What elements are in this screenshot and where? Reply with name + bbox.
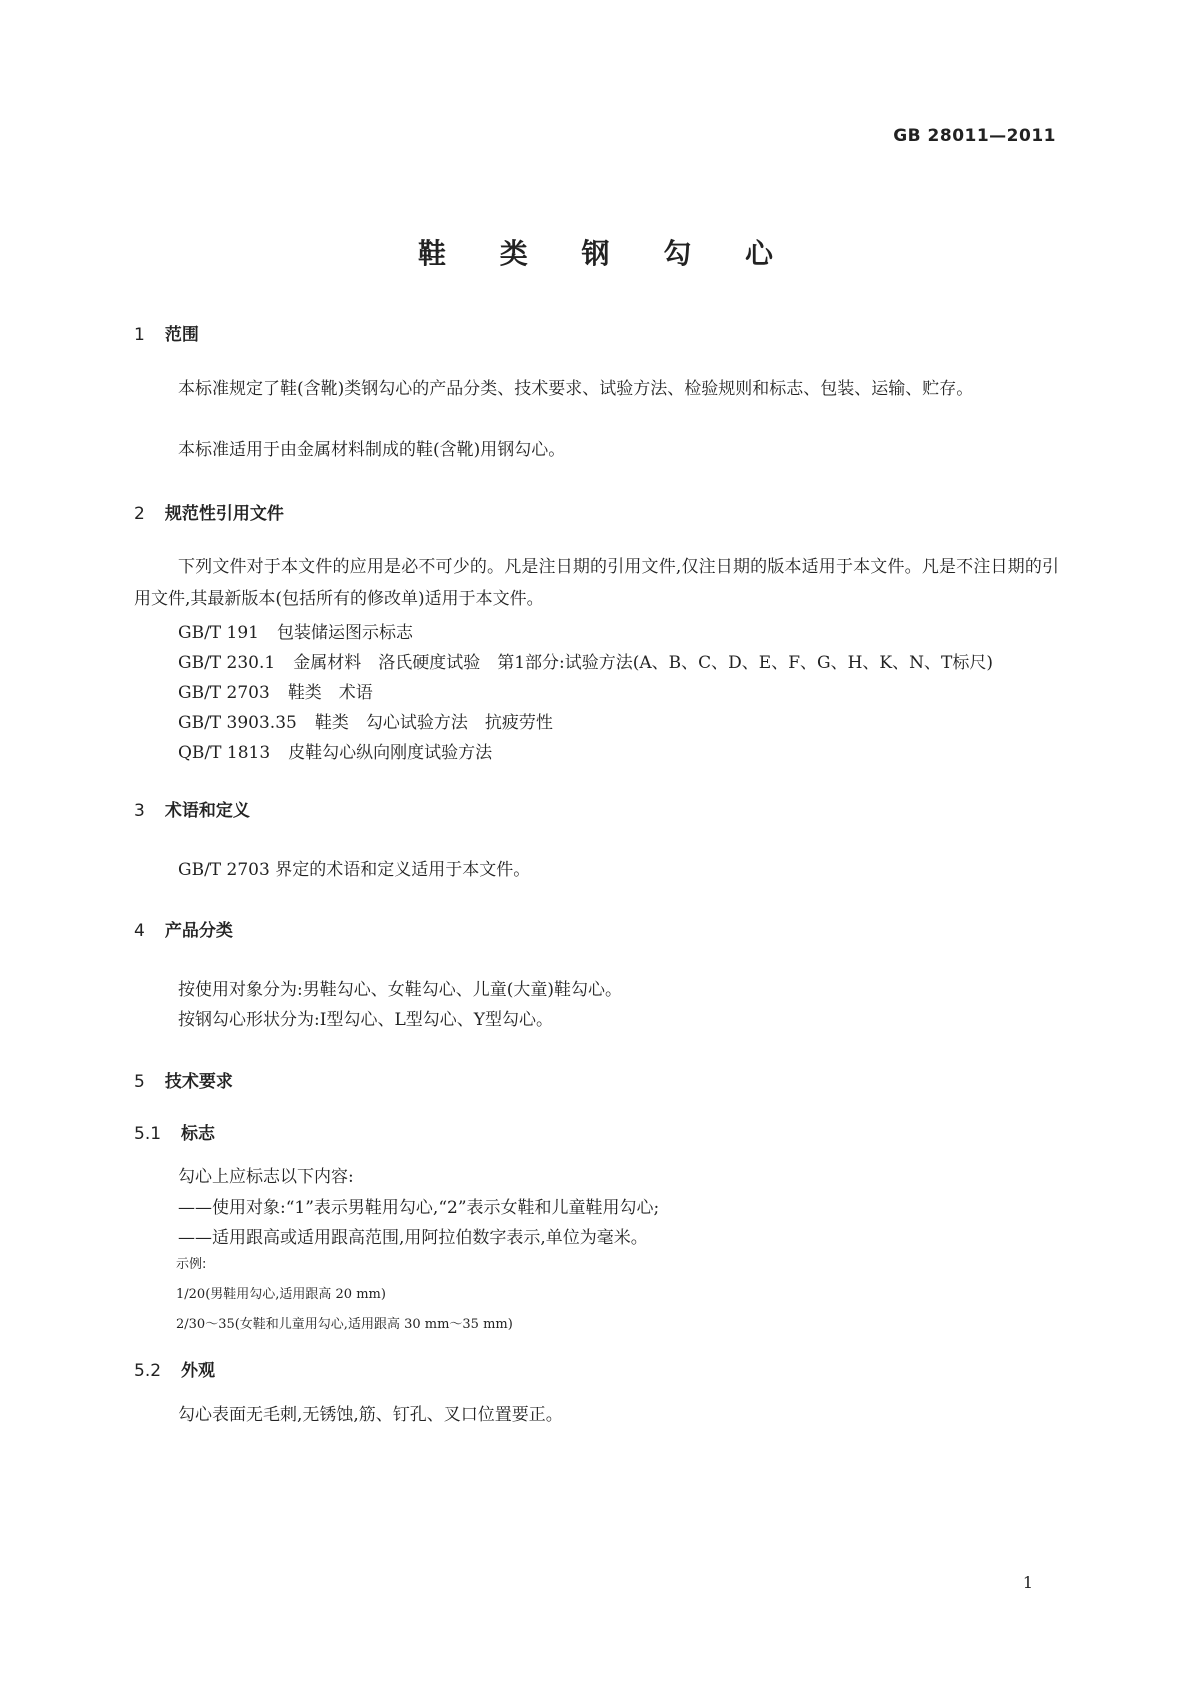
list-item: ——适用跟高或适用跟高范围,用阿拉伯数字表示,单位为毫米。	[178, 1228, 648, 1248]
section-number: 1	[134, 325, 145, 345]
section-2-heading	[134, 499, 284, 524]
reference-code: GB/T 2703	[178, 683, 270, 703]
section-1-heading	[134, 320, 199, 345]
reference-title: 包装储运图示标志	[277, 623, 413, 643]
section-number: 3	[134, 801, 145, 821]
section-4-heading	[134, 916, 233, 941]
section-1-paragraph-2: 本标准适用于由金属材料制成的鞋(含靴)用钢勾心。	[178, 440, 566, 460]
reference-code: QB/T 1813	[178, 743, 271, 763]
reference-item	[178, 708, 553, 733]
section-number: 4	[134, 921, 145, 941]
reference-item	[178, 738, 492, 763]
subsection-5-1-heading	[134, 1119, 215, 1144]
section-3-heading	[134, 796, 250, 821]
section-title: 规范性引用文件	[164, 504, 284, 524]
section-title: 标志	[181, 1124, 216, 1144]
reference-item	[178, 618, 413, 643]
document-title: 鞋 类 钢 勾 心	[418, 237, 795, 270]
section-title: 技术要求	[164, 1072, 233, 1092]
section-4-paragraph-2: 按钢勾心形状分为:Ⅰ型勾心、L型勾心、Y型勾心。	[178, 1010, 553, 1030]
subsection-5-2-paragraph-1: 勾心表面无毛刺,无锈蚀,筋、钉孔、叉口位置要正。	[178, 1405, 563, 1425]
section-title: 范围	[164, 325, 199, 345]
section-title: 术语和定义	[164, 801, 250, 821]
reference-title: 金属材料 洛氏硬度试验 第1部分:试验方法(A、B、C、D、E、F、G、H、K、N、T标尺)	[293, 653, 993, 673]
reference-code: GB/T 3903.35	[178, 713, 297, 733]
example-line: 2/30～35(女鞋和儿童用勾心,适用跟高 30 mm～35 mm)	[176, 1317, 513, 1332]
reference-title: 鞋类 术语	[287, 683, 373, 703]
section-number: 5.1	[134, 1124, 162, 1144]
section-2-paragraph-1: 下列文件对于本文件的应用是必不可少的。凡是注日期的引用文件,仅注日期的版本适用于本文件。凡是不注日期的引用文件,其最新版本(包括所有的修改单)适用于本文件。	[134, 557, 1059, 609]
reference-code: GB/T 191	[178, 623, 259, 643]
section-4-paragraph-1: 按使用对象分为:男鞋勾心、女鞋勾心、儿童(大童)鞋勾心。	[178, 980, 622, 1000]
section-number: 2	[134, 504, 145, 524]
reference-code: GB/T 230.1	[178, 653, 276, 673]
reference-item	[178, 648, 993, 673]
section-title: 外观	[181, 1361, 216, 1381]
section-number: 5	[134, 1072, 145, 1092]
section-number: 5.2	[134, 1361, 162, 1381]
example-label: 示例:	[176, 1257, 207, 1272]
example-line: 1/20(男鞋用勾心,适用跟高 20 mm)	[176, 1287, 386, 1302]
reference-item	[178, 678, 373, 703]
section-5-heading	[134, 1067, 233, 1092]
subsection-5-2-heading	[134, 1356, 215, 1381]
list-item: ——使用对象:“1”表示男鞋用勾心,“2”表示女鞋和儿童鞋用勾心;	[178, 1198, 660, 1218]
standard-code: GB 28011—2011	[893, 126, 1056, 146]
page-number: 1	[1022, 1573, 1033, 1592]
subsection-5-1-paragraph-1: 勾心上应标志以下内容:	[178, 1167, 354, 1187]
section-title: 产品分类	[164, 921, 233, 941]
reference-title: 皮鞋勾心纵向刚度试验方法	[288, 743, 493, 763]
section-1-paragraph-1: 本标准规定了鞋(含靴)类钢勾心的产品分类、技术要求、试验方法、检验规则和标志、包装、运输、贮存。	[178, 379, 974, 399]
reference-title: 鞋类 勾心试验方法 抗疲劳性	[314, 713, 553, 733]
section-3-paragraph-1: GB/T 2703 界定的术语和定义适用于本文件。	[178, 860, 531, 880]
